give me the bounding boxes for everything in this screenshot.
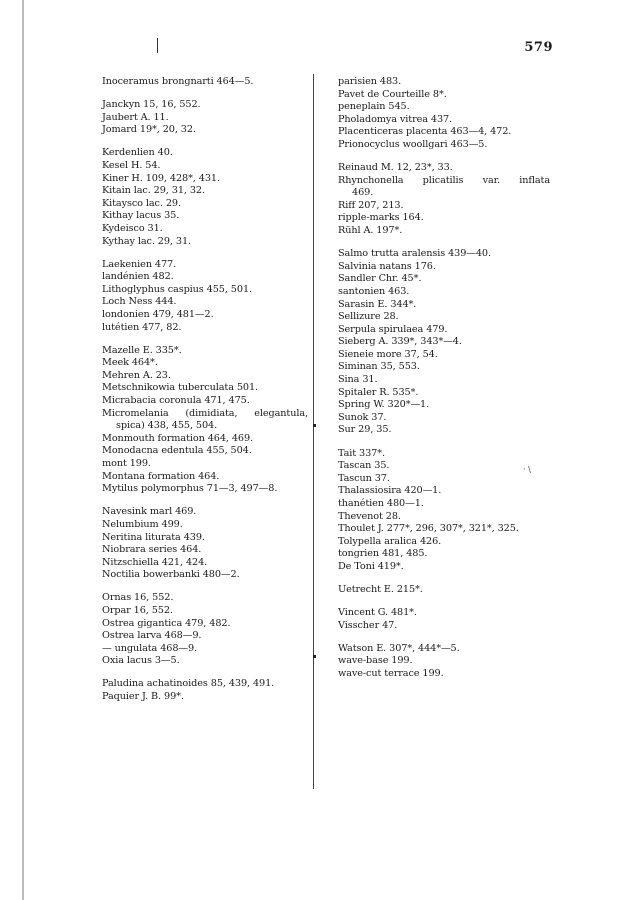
index-entry: Noctilia bowerbanki 480—2. [102,569,240,581]
index-entry: Serpula spirulaea 479. [338,323,448,335]
index-entry: Navesink marl 469. [102,506,197,518]
index-group [338,162,550,238]
index-entry: Pavet de Courteille 8*. [338,88,447,100]
index-group [102,147,308,248]
divider-dot [313,655,316,658]
index-entry: santonien 463. [338,285,410,297]
divider-dot [313,424,316,427]
index-entry: Mehren A. 23. [102,369,171,381]
index-entry: Prionocyclus woollgari 463—5. [338,138,488,150]
index-entry: De Toni 419*. [338,560,404,572]
index-entry: Orpar 16, 552. [102,604,173,616]
index-entry: Kerdenlien 40. [102,147,173,159]
index-entry: Sina 31. [338,374,378,386]
index-entry: Monmouth formation 464, 469. [102,432,254,444]
index-entry: Rühl A. 197*. [338,225,403,237]
index-entry: Uetrecht E. 215*. [338,583,423,595]
index-entry: Mytilus polymorphus 71—3, 497—8. [102,483,278,495]
index-entry: Siminan 35, 553. [338,361,420,373]
index-entry: Visscher 47. [338,619,398,631]
page-number: 579 [524,40,553,55]
index-entry: Lithoglyphus caspius 455, 501. [102,283,252,295]
index-group [102,76,308,89]
index-group [102,678,308,703]
index-entry: Metschnikowia tuberculata 501. [102,382,259,394]
index-entry: Watson E. 307*, 444*—5. [338,642,460,654]
index-entry: ripple-marks 164. [338,212,424,224]
index-entry: Oxia lacus 3—5. [102,655,180,667]
index-entry: Ornas 16, 552. [102,592,174,604]
index-entry: Sieberg A. 339*, 343*—4. [338,336,462,348]
index-entry: Meek 464*. [102,357,158,369]
index-entry: Sarasin E. 344*. [338,298,417,310]
index-entry: Paludina achatinoides 85, 439, 491. [102,678,275,690]
index-entry: Kiner H. 109, 428*, 431. [102,172,220,184]
index-entry: Niobrara series 464. [102,544,202,556]
index-entry: Micrabacia coronula 471, 475. [102,395,250,407]
index-entry: peneplain 545. [338,101,410,113]
index-group [338,76,550,152]
index-entry: Sunok 37. [338,411,387,423]
margin-mark [157,38,158,53]
index-entry: Pholadomya vitrea 437. [338,113,453,125]
index-entry: Riff 207, 213. [338,199,404,211]
index-entry: 469. [352,187,374,199]
index-group [338,643,550,681]
stray-mark: · \ [523,465,531,474]
index-entry: Tolypella aralica 426. [338,535,442,547]
index-entry: Kythay lac. 29, 31. [102,235,192,247]
index-entry: Tascan 35. [338,460,390,472]
index-entry: Jaubert A. 11. [102,111,169,123]
index-entry: Laekenien 477. [102,258,177,270]
index-entry: Tascun 37. [338,472,390,484]
index-entry: Rhynchonella plicatilis var. inflata [338,174,550,186]
index-entry: Sandler Chr. 45*. [338,273,422,285]
index-entry: wave-cut terrace 199. [338,667,444,679]
index-group [102,592,308,668]
index-entry: Micromelania (dimidiata, elegantula, [102,407,308,419]
index-entry: Neritina liturata 439. [102,531,205,543]
index-entry: Kesel H. 54. [102,159,161,171]
index-entry: Mazelle E. 335*. [102,344,182,356]
index-entry: Kitain lac. 29, 31, 32. [102,185,205,197]
index-entry: Spitaler R. 535*. [338,386,419,398]
index-entry: mont 199. [102,458,151,470]
index-entry: Jomard 19*, 20, 32. [102,124,196,136]
index-entry: Kydeisco 31. [102,222,163,234]
index-entry: Placenticeras placenta 463—4, 472. [338,126,512,138]
index-entry: Paquier J. B. 99*. [102,691,184,703]
index-entry: Salmo trutta aralensis 439—40. [338,248,491,260]
column-divider [313,74,314,789]
index-group [338,584,550,597]
index-entry: Reinaud M. 12, 23*, 33. [338,162,453,174]
index-entry: Kitaysco lac. 29. [102,197,181,209]
index-entry: Tait 337*. [338,447,385,459]
index-entry: Spring W. 320*—1. [338,399,430,411]
index-entry: spica) 438, 455, 504. [116,420,218,432]
page-binding-edge [22,0,24,900]
index-group [102,259,308,335]
index-entry: Sellizure 28. [338,311,399,323]
index-entry: Sieneie more 37, 54. [338,348,438,360]
index-column-left [102,76,308,714]
index-entry: Ostrea gigantica 479, 482. [102,617,231,629]
index-entry: Salvinia natans 176. [338,260,436,272]
index-entry: parisien 483. [338,76,402,87]
index-entry: Thalassiosira 420—1. [338,485,442,497]
index-entry: Kithay lacus 35. [102,210,180,222]
index-entry: londonien 479, 481—2. [102,309,214,320]
index-group [102,506,308,582]
index-column-right [338,76,550,691]
index-entry: Ostrea larva 468—9. [102,630,202,642]
index-entry: Janckyn 15, 16, 552. [102,99,201,111]
index-entry: Loch Ness 444. [102,296,177,308]
index-group [338,607,550,632]
index-entry: Sur 29, 35. [338,424,392,436]
index-entry: wave-base 199. [338,655,413,667]
index-entry: — ungulata 468—9. [102,642,198,654]
index-entry: Nelumbium 499. [102,518,183,530]
index-entry: Inoceramus brongnarti 464—5. [102,76,254,87]
index-entry: landénien 482. [102,271,174,283]
index-entry: Nitzschiella 421, 424. [102,556,208,568]
index-group [338,448,550,574]
index-entry: Monodacna edentula 455, 504. [102,445,252,457]
index-entry: Thoulet J. 277*, 296, 307*, 321*, 325. [338,523,519,535]
index-group [102,345,308,496]
index-entry: Thevenot 28. [338,510,401,522]
index-group [338,248,550,437]
index-entry: thanétien 480—1. [338,497,424,509]
index-entry: Montana formation 464. [102,470,220,482]
index-group [102,99,308,137]
index-entry: lutétien 477, 82. [102,321,182,333]
index-entry: tongrien 481, 485. [338,548,428,560]
index-entry: Vincent G. 481*. [338,607,417,619]
